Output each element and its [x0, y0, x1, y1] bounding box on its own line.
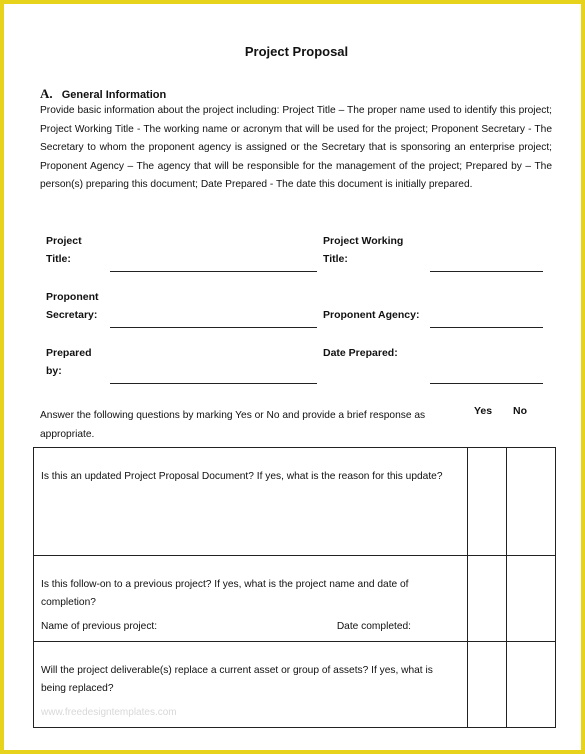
project-title-label — [46, 232, 82, 268]
question-row — [34, 642, 556, 728]
question-row — [34, 448, 556, 556]
no-checkbox-cell[interactable] — [507, 642, 556, 728]
question-row — [34, 556, 556, 642]
date-completed-label: Date completed: — [336, 620, 411, 632]
proponent-secretary-label — [46, 288, 99, 324]
question-cell — [34, 448, 468, 556]
prepared-by-label — [46, 344, 92, 380]
working-title-label-line1: Project Working — [323, 235, 404, 247]
questions-instructions: Answer the following questions by marking Yes or No and provide a brief response as appropriate. — [40, 410, 426, 440]
proponent-agency-label: Proponent Agency: — [323, 309, 420, 321]
project-title-field[interactable] — [110, 271, 317, 272]
previous-project-subfields — [34, 613, 411, 632]
proponent-secretary-label-line1: Proponent — [46, 291, 99, 303]
proponent-secretary-label-line2: Secretary: — [46, 309, 98, 321]
yes-checkbox-cell[interactable] — [468, 448, 507, 556]
proponent-secretary-field[interactable] — [110, 327, 317, 328]
watermark: www.freedesigntemplates.com — [41, 706, 177, 718]
section-title: General Information — [61, 89, 167, 101]
yes-column-header: Yes — [474, 405, 493, 417]
no-checkbox-cell[interactable] — [507, 556, 556, 642]
question-cell — [34, 556, 468, 642]
working-title-label — [323, 232, 403, 268]
intro-paragraph: Provide basic information about the project including: Project Title – The proper name used to identify this project; Project Working Title - The working name or acronym that will be used for the project; Proponent Secretary - The Secretary to whom the proponent agency is assigned or the Secretary that is sponsoring an enterprise project; Proponent Agency – The agency that will be responsible for the management of the project; Prepared by – The person(s) preparing this document; Date Prepared - The date this document is initially prepared. — [40, 105, 552, 191]
section-letter: A. — [40, 86, 53, 101]
proponent-agency-field[interactable] — [430, 327, 543, 328]
question-text: Is this follow-on to a previous project? If yes, what is the project name and date of completion? — [41, 579, 409, 609]
question-text: Will the project deliverable(s) replace a current asset or group of assets? If yes, what is being replaced? — [41, 665, 433, 695]
question-cell — [34, 642, 468, 728]
no-column-header: No — [513, 405, 527, 417]
yes-checkbox-cell[interactable] — [468, 642, 507, 728]
previous-project-name-label: Name of previous project: — [41, 620, 158, 632]
document-title: Project Proposal — [244, 44, 349, 59]
project-title-label-line2: Title: — [46, 253, 71, 265]
yes-checkbox-cell[interactable] — [468, 556, 507, 642]
working-title-field[interactable] — [430, 271, 543, 272]
prepared-by-label-line2: by: — [46, 365, 62, 377]
date-prepared-field[interactable] — [430, 383, 543, 384]
project-title-label-line1: Project — [46, 235, 82, 247]
section-heading — [40, 86, 166, 102]
questions-table — [33, 447, 556, 728]
prepared-by-label-line1: Prepared — [46, 347, 92, 359]
date-prepared-label: Date Prepared: — [323, 347, 398, 359]
prepared-by-field[interactable] — [110, 383, 317, 384]
working-title-label-line2: Title: — [323, 253, 348, 265]
question-text: Is this an updated Project Proposal Document? If yes, what is the reason for this update? — [41, 471, 443, 482]
no-checkbox-cell[interactable] — [507, 448, 556, 556]
